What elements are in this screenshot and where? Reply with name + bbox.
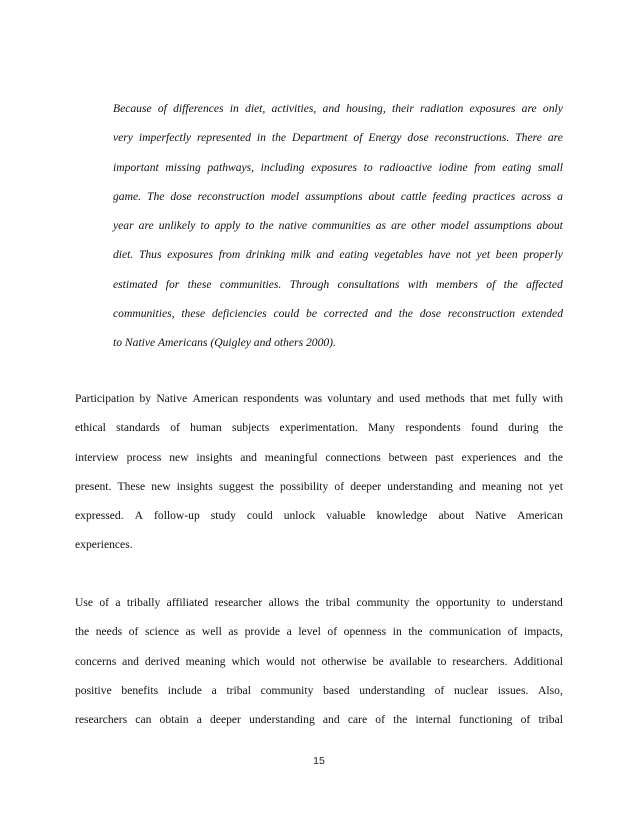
- word: insights: [196, 450, 233, 464]
- word: small: [537, 160, 563, 174]
- word: human: [190, 421, 222, 435]
- word: deeper: [210, 713, 241, 727]
- word: researchers.: [452, 654, 508, 668]
- block-quote-line: [113, 153, 563, 182]
- word: dose: [170, 189, 192, 203]
- block-quote-line: [113, 211, 563, 240]
- word: interview: [75, 450, 119, 464]
- word: practices: [472, 189, 516, 203]
- body-paragraph: [75, 588, 563, 734]
- word: affiliated: [166, 596, 209, 609]
- word: possibility: [280, 479, 329, 493]
- paragraph-line: [75, 384, 563, 413]
- word: and: [316, 248, 334, 262]
- word: a: [557, 189, 563, 203]
- word: the: [271, 131, 287, 145]
- word: deeper: [350, 479, 382, 493]
- word: the: [259, 219, 274, 233]
- word: in: [256, 131, 266, 145]
- paragraph-line: [75, 472, 563, 501]
- word: members: [436, 277, 478, 291]
- word: properly: [523, 248, 563, 262]
- word: otherwise: [321, 654, 367, 668]
- word: vegetables: [374, 248, 423, 262]
- word: community: [356, 596, 410, 609]
- word: expressed.: [75, 509, 124, 523]
- block-quote-line: to Native Americans (Quigley and others 2000).: [113, 336, 336, 350]
- word: the: [398, 307, 413, 321]
- word: year: [113, 219, 134, 233]
- word: Department: [292, 131, 348, 145]
- block-quote-line: [113, 240, 563, 269]
- word: across: [521, 189, 552, 203]
- word: to: [200, 219, 210, 233]
- word: radioactive: [379, 160, 433, 174]
- word: not: [456, 248, 471, 262]
- word: Native: [156, 392, 188, 405]
- word: tribally: [126, 596, 161, 609]
- word: as: [185, 625, 196, 639]
- word: and: [322, 102, 340, 115]
- word: are: [391, 219, 407, 233]
- word: dose: [407, 131, 429, 145]
- word: understand: [511, 596, 563, 609]
- word: openness: [343, 625, 387, 639]
- word: Participation: [75, 392, 135, 405]
- word: important: [113, 160, 159, 174]
- block-quote-line: [113, 123, 563, 152]
- word: communities: [312, 219, 371, 233]
- word: positive: [75, 683, 112, 697]
- word: of: [99, 596, 110, 609]
- word: issues.: [497, 683, 529, 697]
- word: suggest: [218, 479, 254, 493]
- word: Thus: [138, 248, 162, 262]
- word: available: [389, 654, 432, 668]
- word: nuclear: [453, 683, 489, 697]
- word: about: [536, 219, 563, 233]
- word: are: [521, 102, 537, 115]
- word: by: [139, 392, 152, 405]
- word: reconstruction: [197, 189, 265, 203]
- word: could: [246, 509, 273, 523]
- word: tribal: [325, 596, 351, 609]
- word: to: [245, 219, 255, 233]
- word: new: [169, 450, 189, 464]
- word: feeding: [432, 189, 467, 203]
- word: yet: [548, 479, 563, 493]
- word: affected: [526, 277, 563, 291]
- word: meaning: [185, 654, 226, 668]
- word: extended: [521, 307, 563, 321]
- word: and: [122, 654, 139, 668]
- word: been: [495, 248, 518, 262]
- word: these: [187, 277, 212, 291]
- word: the: [503, 277, 518, 291]
- word: apply: [214, 219, 241, 233]
- paragraph-line: [75, 647, 563, 676]
- word: methods: [425, 392, 465, 405]
- word: iodine: [438, 160, 468, 174]
- word: researcher: [214, 596, 263, 609]
- word: past: [435, 450, 454, 464]
- word: meaning: [481, 479, 522, 493]
- word: derived: [144, 654, 180, 668]
- word: the: [305, 596, 320, 609]
- word: tribal: [226, 683, 251, 697]
- word: Through: [289, 277, 330, 291]
- word: A: [134, 509, 144, 523]
- word: can: [135, 713, 152, 727]
- word: unlikely: [158, 219, 196, 233]
- block-quote-line: [113, 299, 563, 328]
- word: the: [415, 596, 430, 609]
- paragraph-line: [75, 588, 563, 617]
- word: a: [286, 625, 292, 639]
- word: dose: [419, 307, 441, 321]
- word: of: [128, 625, 139, 639]
- word: between: [388, 450, 428, 464]
- word: the: [548, 421, 563, 435]
- word: missing: [165, 160, 201, 174]
- word: as: [228, 625, 239, 639]
- word: reconstructions.: [434, 131, 510, 145]
- word: understanding: [387, 479, 453, 493]
- paragraph-line: [75, 413, 563, 442]
- word: There: [515, 131, 542, 145]
- word: experimentation.: [279, 421, 358, 435]
- word: exposures: [311, 160, 357, 174]
- word: was: [304, 392, 323, 405]
- word: assumptions: [305, 189, 363, 203]
- word: assumptions: [474, 219, 532, 233]
- word: The: [147, 189, 165, 203]
- paragraph-line: [75, 501, 563, 530]
- word: the: [259, 479, 274, 493]
- word: activities,: [271, 102, 317, 115]
- word: for: [165, 277, 180, 291]
- paragraph-line: [75, 443, 563, 472]
- paragraph-line: [75, 705, 563, 734]
- word: diet,: [245, 102, 266, 115]
- word: exposures: [167, 248, 214, 262]
- word: cattle: [400, 189, 427, 203]
- word: valuable: [326, 509, 366, 523]
- word: include: [167, 683, 202, 697]
- word: a: [211, 683, 217, 697]
- word: fully: [515, 392, 538, 405]
- word: with: [407, 277, 428, 291]
- word: not: [527, 479, 543, 493]
- word: differences: [173, 102, 224, 115]
- word: would: [265, 654, 295, 668]
- word: about: [368, 189, 395, 203]
- word: and: [240, 450, 257, 464]
- word: insights: [176, 479, 213, 493]
- word: which: [231, 654, 260, 668]
- block-quote-line: [113, 182, 563, 211]
- word: study: [210, 509, 236, 523]
- word: of: [334, 479, 345, 493]
- word: these: [181, 307, 206, 321]
- word: the: [393, 713, 408, 727]
- word: of: [375, 713, 385, 727]
- word: yet: [476, 248, 491, 262]
- word: eating: [502, 160, 532, 174]
- word: including: [260, 160, 305, 174]
- word: to: [437, 654, 447, 668]
- word: Native: [475, 509, 507, 523]
- word: radiation: [420, 102, 464, 115]
- word: of: [327, 625, 338, 639]
- word: are: [547, 131, 563, 145]
- word: understanding: [249, 713, 315, 727]
- word: allows: [268, 596, 299, 609]
- word: eating: [339, 248, 369, 262]
- word: impacts,: [523, 625, 563, 639]
- word: only: [542, 102, 563, 115]
- word: could: [273, 307, 300, 321]
- word: imperfectly: [138, 131, 192, 145]
- word: provide: [244, 625, 281, 639]
- word: Also,: [538, 683, 563, 697]
- word: opportunity: [436, 596, 491, 609]
- word: the: [408, 625, 423, 639]
- word: unlock: [283, 509, 316, 523]
- word: deficiencies: [211, 307, 267, 321]
- word: of: [520, 713, 531, 727]
- word: model: [440, 219, 470, 233]
- word: have: [428, 248, 451, 262]
- word: housing,: [346, 102, 386, 115]
- word: level: [298, 625, 321, 639]
- word: and: [458, 479, 476, 493]
- word: voluntary: [327, 392, 372, 405]
- word: their: [391, 102, 414, 115]
- word: estimated: [113, 277, 158, 291]
- word: communication: [429, 625, 502, 639]
- word: native: [278, 219, 307, 233]
- word: of: [157, 102, 167, 115]
- word: pathways,: [207, 160, 255, 174]
- word: respondents: [405, 421, 461, 435]
- word: and: [524, 450, 541, 464]
- word: based: [323, 683, 350, 697]
- word: Additional: [513, 654, 563, 668]
- word: benefits: [121, 683, 159, 697]
- word: drinking: [245, 248, 286, 262]
- word: concerns: [75, 654, 117, 668]
- word: and: [376, 392, 394, 405]
- word: the: [75, 625, 90, 639]
- word: diet.: [113, 248, 134, 262]
- paragraph-line: experiences.: [75, 538, 133, 552]
- word: in: [392, 625, 402, 639]
- word: tribal: [538, 713, 563, 727]
- word: not: [300, 654, 316, 668]
- word: present.: [75, 479, 112, 493]
- word: the: [548, 450, 563, 464]
- word: experiences: [461, 450, 517, 464]
- word: consultations: [337, 277, 400, 291]
- word: follow-up: [154, 509, 200, 523]
- word: subjects: [231, 421, 270, 435]
- word: with: [542, 392, 563, 405]
- word: that: [469, 392, 488, 405]
- word: science: [144, 625, 180, 639]
- word: a: [196, 713, 202, 727]
- word: reconstruction: [447, 307, 515, 321]
- word: as: [375, 219, 387, 233]
- paragraph-line: [75, 617, 563, 646]
- word: researchers: [75, 713, 128, 727]
- word: obtain: [159, 713, 189, 727]
- word: during: [508, 421, 539, 435]
- word: of: [434, 683, 445, 697]
- word: a: [115, 596, 121, 609]
- word: Use: [75, 596, 94, 609]
- word: communities,: [113, 307, 175, 321]
- word: and: [374, 307, 392, 321]
- block-quote-line: [113, 94, 563, 123]
- word: other: [411, 219, 436, 233]
- block-quote: [113, 94, 563, 358]
- word: American: [517, 509, 563, 523]
- word: Because: [113, 102, 152, 115]
- word: in: [229, 102, 239, 115]
- paragraph-line: [75, 676, 563, 705]
- word: Energy: [368, 131, 402, 145]
- word: are: [138, 219, 154, 233]
- word: model: [270, 189, 300, 203]
- word: be: [372, 654, 384, 668]
- block-quote-line: [113, 270, 563, 299]
- word: community: [260, 683, 314, 697]
- word: well: [201, 625, 222, 639]
- word: from: [218, 248, 241, 262]
- word: care: [347, 713, 368, 727]
- word: respondents: [243, 392, 299, 405]
- word: Many: [368, 421, 396, 435]
- word: of: [486, 277, 496, 291]
- word: corrected: [323, 307, 368, 321]
- word: about: [438, 509, 465, 523]
- word: found: [470, 421, 499, 435]
- word: of: [507, 625, 518, 639]
- word: from: [474, 160, 496, 174]
- word: met: [492, 392, 510, 405]
- word: These: [117, 479, 146, 493]
- word: communities.: [219, 277, 282, 291]
- word: meaningful: [264, 450, 318, 464]
- word: new: [151, 479, 171, 493]
- word: represented: [197, 131, 251, 145]
- word: and: [322, 713, 340, 727]
- page-number: 15: [313, 755, 325, 767]
- word: American: [192, 392, 239, 405]
- word: understanding: [359, 683, 425, 697]
- word: needs: [95, 625, 123, 639]
- body-paragraph: [75, 384, 563, 560]
- word: internal: [415, 713, 451, 727]
- word: of: [353, 131, 363, 145]
- word: knowledge: [376, 509, 428, 523]
- word: used: [398, 392, 421, 405]
- word: exposures: [469, 102, 516, 115]
- word: milk: [290, 248, 311, 262]
- word: of: [170, 421, 180, 435]
- word: very: [113, 131, 133, 145]
- word: be: [306, 307, 317, 321]
- word: standards: [116, 421, 160, 435]
- word: to: [363, 160, 373, 174]
- word: functioning: [459, 713, 513, 727]
- word: connections: [325, 450, 381, 464]
- word: ethical: [75, 421, 106, 435]
- word: game.: [113, 189, 142, 203]
- word: to: [496, 596, 506, 609]
- word: process: [126, 450, 162, 464]
